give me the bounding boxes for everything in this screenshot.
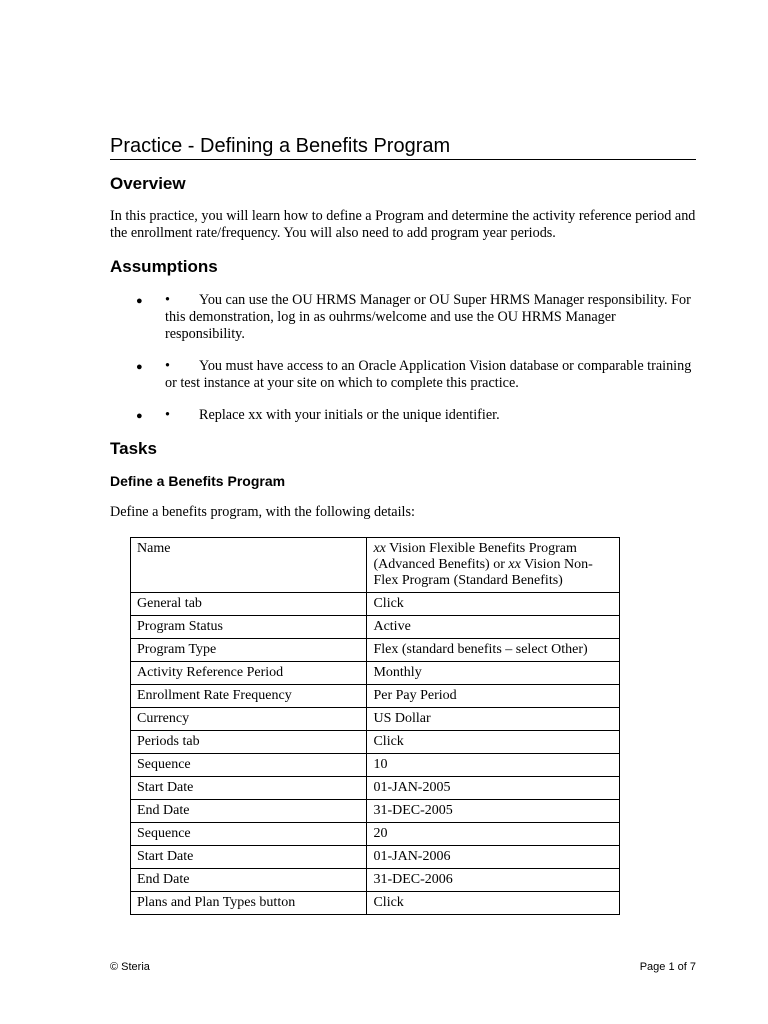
table-row bbox=[131, 731, 620, 754]
table-cell-value: Per Pay Period bbox=[367, 685, 620, 708]
table-row bbox=[131, 892, 620, 915]
table-cell-label: General tab bbox=[131, 593, 367, 616]
table-cell-value: US Dollar bbox=[367, 708, 620, 731]
footer-copyright: © Steria bbox=[110, 961, 150, 973]
program-details-table bbox=[130, 537, 620, 915]
table-row bbox=[131, 777, 620, 800]
table-row bbox=[131, 800, 620, 823]
task-intro: Define a benefits program, with the following details: bbox=[110, 504, 415, 520]
table-row bbox=[131, 538, 620, 593]
table-row bbox=[131, 662, 620, 685]
overview-text: In this practice, you will learn how to define a Program and determine the activity reference period and the enrollment rate/frequency. You will also need to add program year periods. bbox=[110, 208, 696, 241]
table-cell-label: Sequence bbox=[131, 754, 367, 777]
table-cell-label: Program Type bbox=[131, 639, 367, 662]
table-cell-value: 31-DEC-2005 bbox=[367, 800, 620, 823]
table-cell-value: xx Vision Flexible Benefits Program (Advanced Benefits) or xx Vision Non-Flex Program (Standard Benefits) bbox=[367, 538, 620, 593]
table-row bbox=[131, 593, 620, 616]
table-row bbox=[131, 846, 620, 869]
table-cell-label: Sequence bbox=[131, 823, 367, 846]
assumption-text: You must have access to an Oracle Application Vision database or comparable training or test instance at your site on which to complete this practice. bbox=[165, 358, 692, 391]
table-row bbox=[131, 869, 620, 892]
table-cell-label: Program Status bbox=[131, 616, 367, 639]
table-cell-value: Click bbox=[367, 892, 620, 915]
table-cell-label: Start Date bbox=[131, 846, 367, 869]
overview-heading: Overview bbox=[110, 174, 186, 193]
assumption-text: Replace xx with your initials or the unique identifier. bbox=[199, 407, 500, 423]
table-cell-label: Currency bbox=[131, 708, 367, 731]
assumptions-heading: Assumptions bbox=[110, 257, 218, 276]
table-row bbox=[131, 708, 620, 731]
bullet-icon: ● bbox=[136, 410, 143, 422]
table-cell-label: Enrollment Rate Frequency bbox=[131, 685, 367, 708]
table-cell-value: Flex (standard benefits – select Other) bbox=[367, 639, 620, 662]
bullet-icon: ● bbox=[136, 295, 143, 307]
assumption-text: You can use the OU HRMS Manager or OU Super HRMS Manager responsibility. For this demonstration, log in as ouhrms/welcome and use the OU HRMS Manager responsibility. bbox=[165, 292, 691, 342]
page-title: Practice - Defining a Benefits Program bbox=[110, 134, 696, 160]
table-cell-value: 01-JAN-2005 bbox=[367, 777, 620, 800]
tasks-heading: Tasks bbox=[110, 439, 157, 458]
task-subheading: Define a Benefits Program bbox=[110, 473, 286, 489]
table-cell-label: Start Date bbox=[131, 777, 367, 800]
bullet-icon: • bbox=[165, 292, 170, 308]
table-cell-value: 01-JAN-2006 bbox=[367, 846, 620, 869]
table-cell-label: End Date bbox=[131, 800, 367, 823]
table-cell-label: Name bbox=[131, 538, 367, 593]
table-cell-value: Monthly bbox=[367, 662, 620, 685]
table-row bbox=[131, 616, 620, 639]
table-row bbox=[131, 685, 620, 708]
footer-page-number: Page 1 of 7 bbox=[639, 961, 696, 973]
table-cell-label: Plans and Plan Types button bbox=[131, 892, 367, 915]
table-cell-value: Click bbox=[367, 731, 620, 754]
table-row bbox=[131, 754, 620, 777]
table-cell-value: Active bbox=[367, 616, 620, 639]
table-cell-value: 31-DEC-2006 bbox=[367, 869, 620, 892]
table-cell-value: 10 bbox=[367, 754, 620, 777]
table-cell-value: Click bbox=[367, 593, 620, 616]
table-cell-label: End Date bbox=[131, 869, 367, 892]
bullet-icon: • bbox=[165, 358, 170, 374]
table-cell-label: Periods tab bbox=[131, 731, 367, 754]
table-cell-value: 20 bbox=[367, 823, 620, 846]
bullet-icon: ● bbox=[136, 361, 143, 373]
bullet-icon: • bbox=[165, 407, 170, 423]
table-row bbox=[131, 639, 620, 662]
table-row bbox=[131, 823, 620, 846]
table-cell-label: Activity Reference Period bbox=[131, 662, 367, 685]
